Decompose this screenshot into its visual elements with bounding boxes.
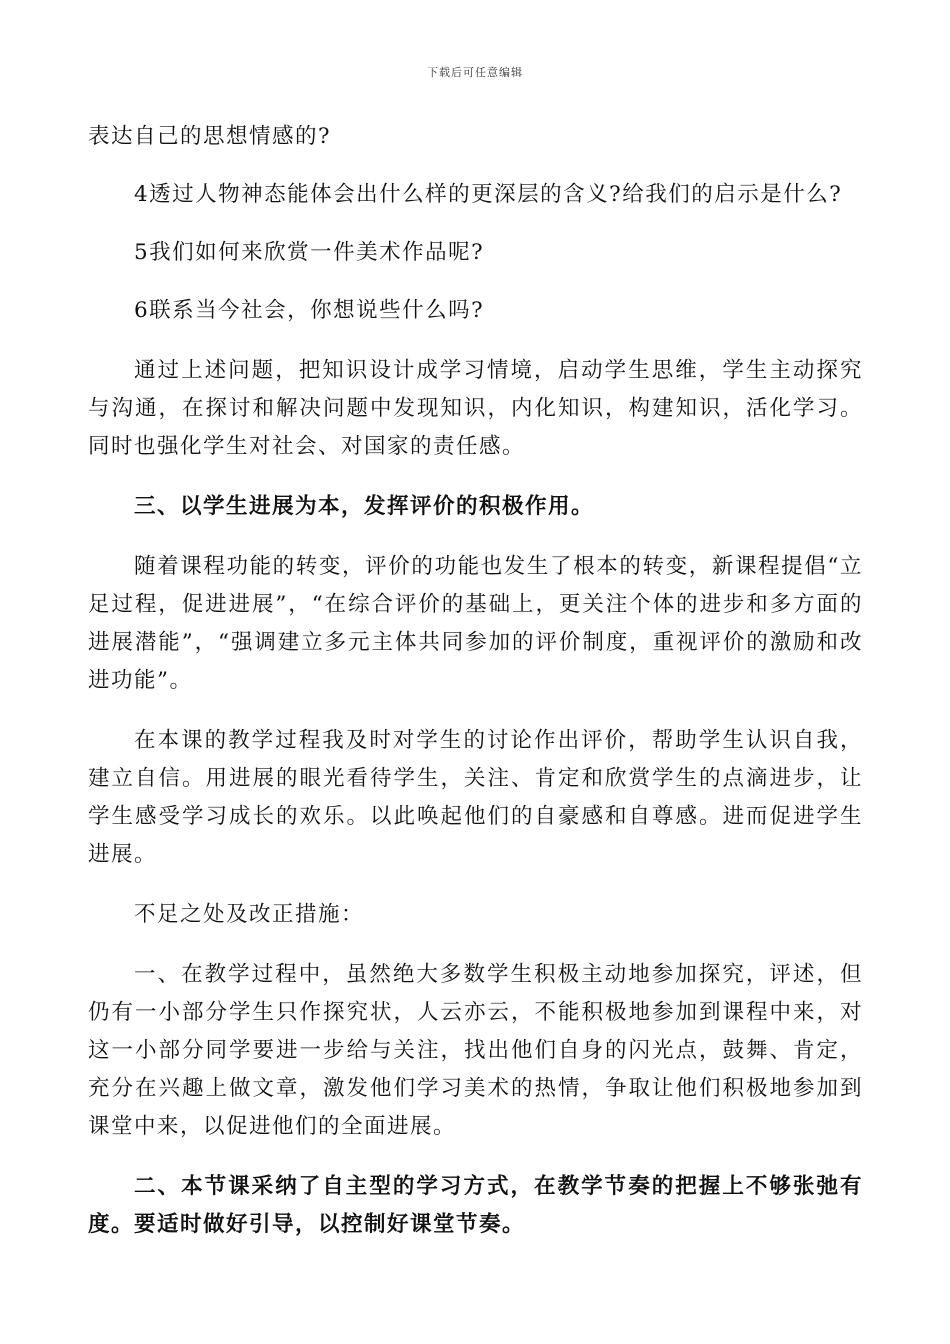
question-5: 5我们如何来欣赏一件美术作品呢? <box>134 240 485 265</box>
paragraph-evaluation: 随着课程功能的转变，评价的功能也发生了根本的转变，新课程提倡“立足过程，促进进展”，“在综合评价的基础上，更关注个体的进步和多方面的进展潜能”，“强调建立多元主体共同参加的评价制度，重视评价的激励和改进功能”。 <box>88 554 863 693</box>
paragraph-teaching-process: 在本课的教学过程我及时对学生的讨论作出评价，帮助学生认识自我，建立自信。用进展的眼光看待学生，关注、肯定和欣赏学生的点滴进步，让学生感受学习成长的欢乐。以此唤起他们的自豪感和自尊感。进而促进学生进展。 <box>88 728 863 867</box>
question-4: 4透过人物神态能体会出什么样的更深层的含义?给我们的启示是什么? <box>134 182 843 207</box>
paragraph-summary: 通过上述问题，把知识设计成学习情境，启动学生思维，学生主动探究与沟通，在探讨和解决问题中发现知识，内化知识，构建知识，活化学习。同时也强化学生对社会、对国家的责任感。 <box>88 358 863 459</box>
shortcoming-2: 二、本节课采纳了自主型的学习方式，在教学节奏的把握上不够张弛有度。要适时做好引导，以控制好课堂节奏。 <box>88 1174 863 1237</box>
paragraph-continuation: 表达自己的思想情感的? <box>88 124 332 149</box>
question-6: 6联系当今社会，你想说些什么吗? <box>134 298 485 323</box>
shortcomings-heading: 不足之处及改正措施： <box>134 902 365 927</box>
document-body <box>88 118 863 1244</box>
page-header: 下载后可任意编辑 <box>427 66 523 79</box>
shortcoming-1: 一、在教学过程中，虽然绝大多数学生积极主动地参加探究，评述，但仍有一小部分学生只作探究状，人云亦云，不能积极地参加到课程中来，对这一小部分同学要进一步给与关注，找出他们自身的闪光点，鼓舞、肯定，充分在兴趣上做文章，激发他们学习美术的热情，争取让他们积极地参加到课堂中来，以促进他们的全面进展。 <box>88 962 863 1139</box>
section-heading-3: 三、以学生进展为本，发挥评价的积极作用。 <box>134 494 595 519</box>
